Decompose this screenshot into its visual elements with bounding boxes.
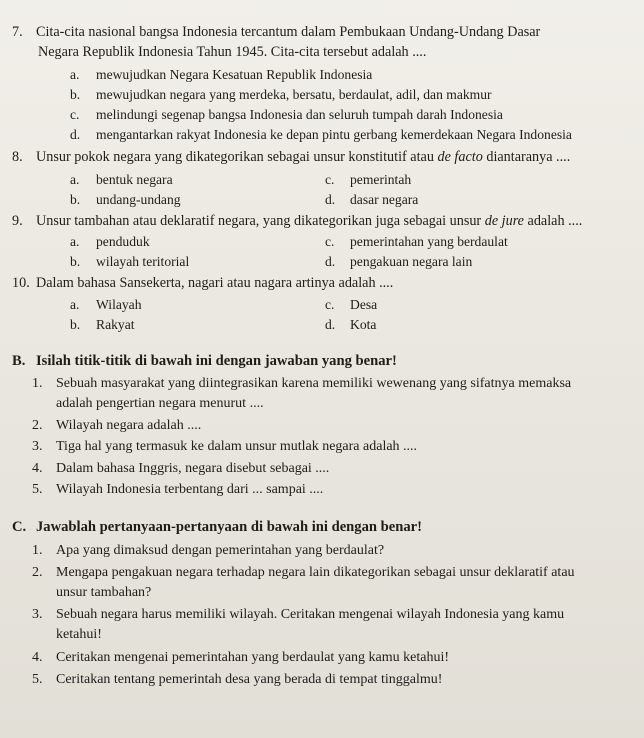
question-number: 10. [12, 275, 30, 291]
q7-option-c: c. melindungi segenap bangsa Indonesia dan seluruh tumpah darah Indonesia [70, 107, 503, 122]
question-8: 8. Unsur pokok negara yang dikategorikan sebagai unsur konstitutif atau de facto diantaranya .... [12, 149, 571, 165]
question-number: 9. [12, 213, 23, 229]
q8-option-c: c. pemerintah [325, 172, 412, 187]
question-text: Cita-cita nasional bangsa Indonesia tercantum dalam Pembukaan Undang-Undang Dasar [36, 24, 541, 40]
q7-option-b: b. mewujudkan negara yang merdeka, bersatu, berdaulat, adil, dan makmur [70, 87, 492, 102]
section-c-item-2: 2. Mengapa pengakuan negara terhadap negara lain dikategorikan sebagai unsur deklaratif atau unsur tambahan? [32, 565, 575, 600]
section-c-item-3: 3. Sebuah negara harus memiliki wilayah. Ceritakan mengenai wilayah Indonesia yang kamu ketahui! [32, 607, 565, 642]
q9-option-c: c. pemerintahan yang berdaulat [325, 234, 508, 249]
section-c-item-4: 4. Ceritakan mengenai pemerintahan yang berdaulat yang kamu ketahui! [32, 650, 450, 665]
question-7 [12, 22, 541, 60]
q8-option-b: b. undang-undang [70, 192, 181, 207]
question-number: 8. [12, 149, 23, 165]
question-10: 10. Dalam bahasa Sansekerta, nagari atau nagara artinya adalah .... [12, 275, 394, 291]
q10-option-c: c. Desa [325, 297, 378, 312]
section-b-item-2: 2. Wilayah negara adalah .... [32, 418, 202, 433]
question-text-continued: Negara Republik Indonesia Tahun 1945. Cita-cita tersebut adalah .... [38, 44, 427, 60]
q10-option-d: d. Kota [325, 317, 377, 332]
q9-option-d: d. pengakuan negara lain [325, 254, 473, 269]
q8-option-a: a. bentuk negara [70, 172, 173, 187]
q9-option-a: a. penduduk [70, 234, 150, 249]
q7-option-d: d. mengantarkan rakyat Indonesia ke depan pintu gerbang kemerdekaan Negara Indonesia [70, 127, 572, 142]
section-c-item-1: 1. Apa yang dimaksud dengan pemerintahan yang berdaulat? [32, 543, 385, 558]
section-c-item-5: 5. Ceritakan tentang pemerintah desa yang berada di tempat tinggalmu! [32, 672, 443, 687]
section-b-item-1: 1. Sebuah masyarakat yang diintegrasikan karena memiliki wewenang yang sifatnya memaksa adalah pengertian negara menurut .... [32, 376, 572, 411]
section-b-heading: B. Isilah titik-titik di bawah ini dengan jawaban yang benar! [12, 353, 397, 369]
question-number: 7. [12, 24, 23, 40]
question-9: 9. Unsur tambahan atau deklaratif negara, yang dikategorikan juga sebagai unsur de jure adalah .... [12, 213, 583, 229]
q7-option-a: a. mewujudkan Negara Kesatuan Republik Indonesia [70, 67, 373, 82]
section-b-item-5: 5. Wilayah Indonesia terbentang dari ... sampai .... [32, 482, 324, 497]
section-c-heading: C. Jawablah pertanyaan-pertanyaan di bawah ini dengan benar! [12, 519, 422, 535]
q8-option-d: d. dasar negara [325, 192, 419, 207]
section-b-item-3: 3. Tiga hal yang termasuk ke dalam unsur mutlak negara adalah .... [32, 439, 418, 454]
q10-option-b: b. Rakyat [70, 317, 135, 332]
q9-option-b: b. wilayah teritorial [70, 254, 190, 269]
q10-option-a: a. Wilayah [70, 297, 142, 312]
section-b-item-4: 4. Dalam bahasa Inggris, negara disebut sebagai .... [32, 461, 330, 476]
